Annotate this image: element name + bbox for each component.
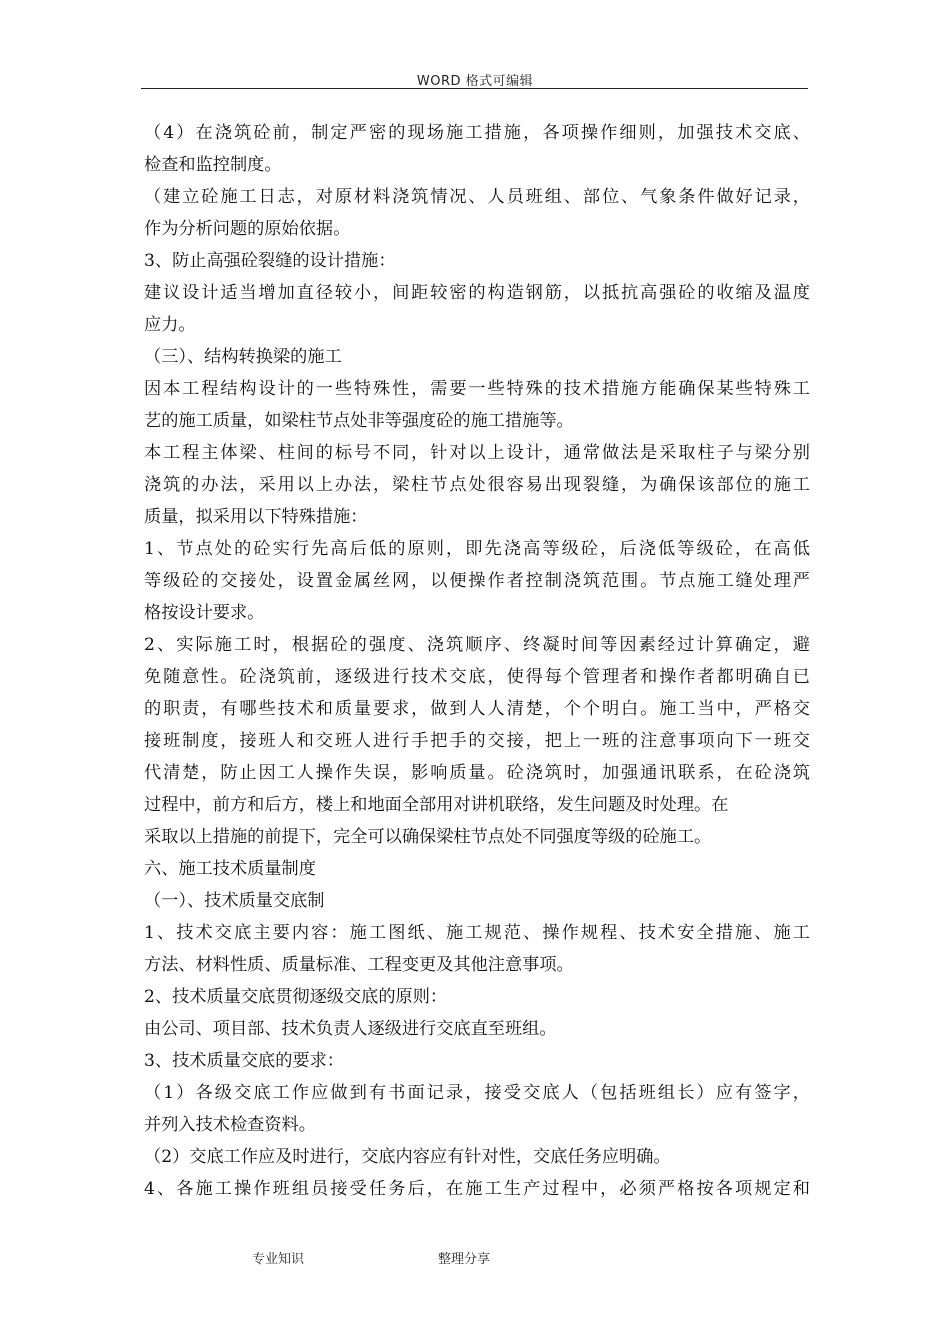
- text-line: 免随意性。砼浇筑前，逐级进行技术交底，使得每个管理者和操作者都明确自已: [144, 667, 810, 687]
- text-line: 过程中，前方和后方，楼上和地面全部用对讲机联络，发生问题及时处理。在: [144, 795, 729, 815]
- text-line: 的职责，有哪些技术和质量要求，做到人人清楚，个个明白。施工当中，严格交: [144, 699, 810, 719]
- text-line: 检查和监控制度。: [144, 155, 282, 175]
- text-line: （2）交底工作应及时进行，交底内容应有针对性，交底任务应明确。: [144, 1147, 671, 1167]
- header-divider: [141, 88, 808, 89]
- document-body: [144, 117, 810, 1205]
- text-line: 1、节点处的砼实行先高后低的原则，即先浇高等级砼，后浇低等级砼，在高低: [144, 539, 810, 559]
- text-line: 艺的施工质量，如梁柱节点处非等强度砼的施工措施等。: [144, 411, 574, 431]
- text-line: 接班制度，接班人和交班人进行手把手的交接，把上一班的注意事项向下一班交: [144, 731, 810, 751]
- text-line: 六、施工技术质量制度: [144, 859, 316, 879]
- text-line: 应力。: [144, 315, 196, 335]
- text-line: （4）在浇筑砼前，制定严密的现场施工措施，各项操作细则，加强技术交底、: [144, 123, 810, 143]
- text-line: （一）、技术质量交底制: [144, 891, 325, 911]
- text-line: 代清楚，防止因工人操作失误，影响质量。砼浇筑时，加强通讯联系，在砼浇筑: [144, 763, 810, 783]
- page-header-title: WORD 格式可编辑: [416, 74, 534, 89]
- text-line: 本工程主体梁、柱间的标号不同，针对以上设计，通常做法是采取柱子与梁分别: [144, 443, 810, 463]
- text-line: 4、各施工操作班组员接受任务后，在施工生产过程中，必须严格按各项规定和: [144, 1179, 810, 1199]
- text-line: （三）、结构转换梁的施工: [144, 347, 342, 367]
- text-line: 建议设计适当增加直径较小，间距较密的构造钢筋，以抵抗高强砼的收缩及温度: [144, 283, 810, 303]
- text-line: （1）各级交底工作应做到有书面记录，接受交底人（包括班组长）应有签字，: [144, 1083, 810, 1103]
- footer-right-text: 整理分享: [438, 1252, 491, 1267]
- text-line: 3、技术质量交底的要求：: [144, 1051, 344, 1071]
- text-line: 作为分析问题的原始依据。: [144, 219, 351, 239]
- text-line: 质量，拟采用以下特殊措施：: [144, 507, 368, 527]
- text-line: 方法、材料性质、质量标准、工程变更及其他注意事项。: [144, 955, 574, 975]
- text-line: 并列入技术检查资料。: [144, 1115, 316, 1135]
- text-line: 由公司、项目部、技术负责人逐级进行交底直至班组。: [144, 1019, 557, 1039]
- text-line: 2、实际施工时，根据砼的强度、浇筑顺序、终凝时间等因素经过计算确定，避: [144, 635, 810, 655]
- text-line: 格按设计要求。: [144, 603, 265, 623]
- text-line: 1、技术交底主要内容：施工图纸、施工规范、操作规程、技术安全措施、施工: [144, 923, 810, 943]
- text-line: 采取以上措施的前提下，完全可以确保梁柱节点处不同强度等级的砼施工。: [144, 827, 712, 847]
- text-line: 浇筑的办法，采用以上办法，梁柱节点处很容易出现裂缝，为确保该部位的施工: [144, 475, 810, 495]
- text-line: 2、技术质量交底贯彻逐级交底的原则：: [144, 987, 448, 1007]
- text-line: 因本工程结构设计的一些特殊性，需要一些特殊的技术措施方能确保某些特殊工: [144, 379, 810, 399]
- text-line: 3、防止高强砼裂缝的设计措施：: [144, 251, 396, 271]
- text-line: （建立砼施工日志，对原材料浇筑情况、人员班组、部位、气象条件做好记录，: [144, 187, 810, 207]
- footer-left-text: 专业知识: [252, 1252, 305, 1267]
- text-line: 等级砼的交接处，设置金属丝网，以便操作者控制浇筑范围。节点施工缝处理严: [144, 571, 810, 591]
